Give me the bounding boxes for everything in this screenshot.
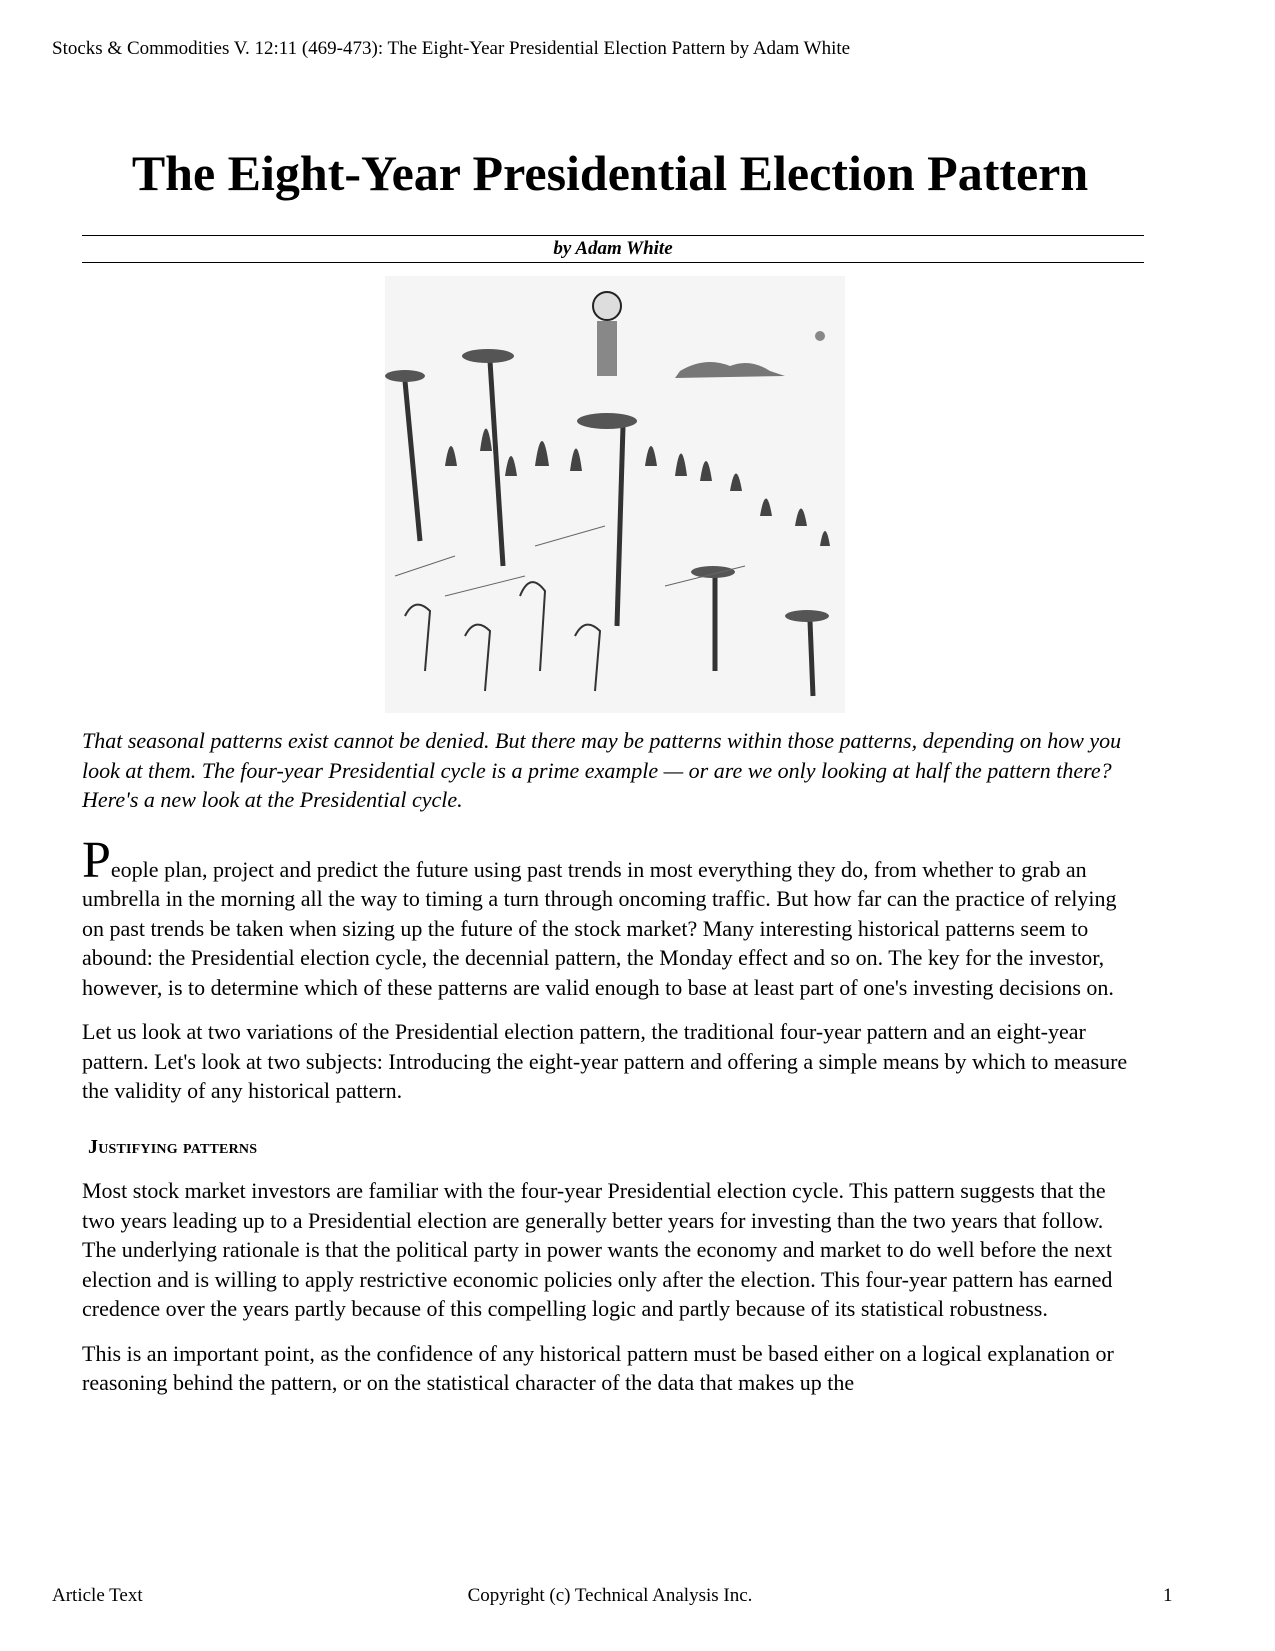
body-paragraph: This is an important point, as the confidence of any historical pattern must be based either on a logical explanation or reasoning behind the pattern, or on the statistical character of the data that makes up the xyxy=(82,1340,1114,1395)
section-subhead: Justifying patterns xyxy=(88,1135,258,1158)
page-number: 1 xyxy=(1163,1585,1173,1606)
paragraph-text: eople plan, project and predict the future using past trends in most everything they do, from whether to grab an umbrella in the morning all the way to timing a turn through oncoming traffic. But how far can the practice of relying on past trends be taken when sizing up the future of the stock market? Many interesting historical patterns seem to abound: the Presidential election cycle, the decennial pattern, the Monday effect and so on. The key for the investor, however, is to determine which of these patterns are valid enough to base at least part of one's investing decisions on. xyxy=(82,856,1117,1000)
drop-cap: P xyxy=(82,831,111,889)
body-paragraph xyxy=(82,831,1142,1003)
article-deck: That seasonal patterns exist cannot be denied. But there may be patterns within those patterns, depending on how you look at them. The four-year Presidential cycle is a prime example — or are we only looking at half the pattern there? Here's a new look at the Presidential cycle. xyxy=(82,728,1122,812)
byline-bar xyxy=(82,235,1144,263)
body-paragraph: Let us look at two variations of the Presidential election pattern, the traditional four-year pattern and an eight-year pattern. Let's look at two subjects: Introducing the eight-year pattern and offering a simple means by which to measure the validity of any historical pattern. xyxy=(82,1019,1128,1103)
byline: by Adam White xyxy=(553,238,673,259)
cartoon-illustration xyxy=(385,276,845,713)
running-header: Stocks & Commodities V. 12:11 (469-473): The Eight-Year Presidential Election Pattern by Adam White xyxy=(52,38,851,59)
body-paragraph: Most stock market investors are familiar with the four-year Presidential election cycle. This pattern suggests that the two years leading up to a Presidential election are generally better years for investing than the two years that follow. The underlying rationale is that the political party in power wants the economy and market to do well before the next election and is willing to apply restrictive economic policies only after the election. This four-year pattern has earned credence over the years partly because of this compelling logic and partly because of its statistical robustness. xyxy=(82,1178,1113,1321)
footer-copyright: Copyright (c) Technical Analysis Inc. xyxy=(467,1585,753,1606)
article-title: The Eight-Year Presidential Election Pattern xyxy=(131,145,1089,201)
article-body xyxy=(82,726,1142,1413)
footer-section-label: Article Text xyxy=(52,1585,143,1606)
